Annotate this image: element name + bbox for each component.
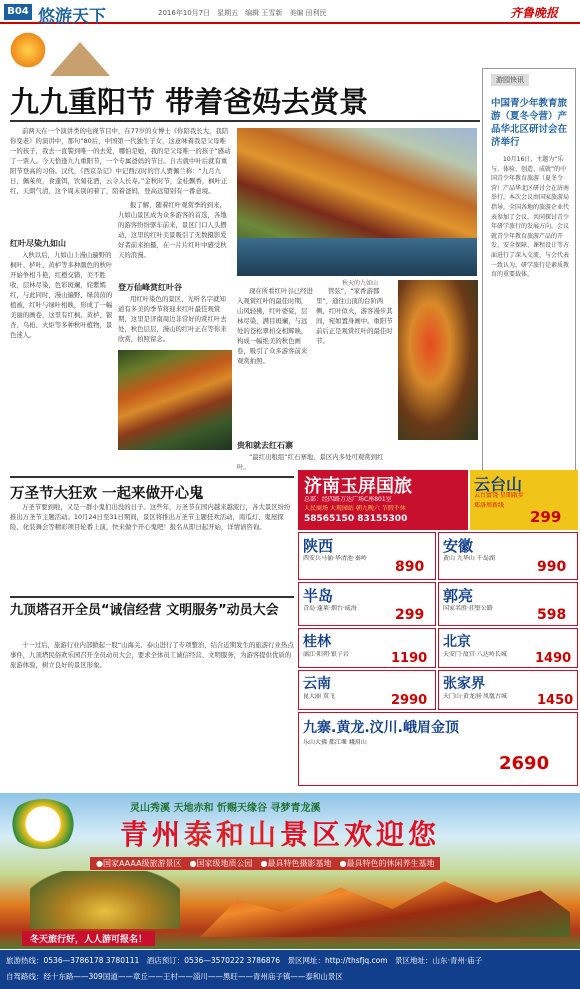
zhangjiajie-title: 张家界	[443, 676, 485, 692]
shaanxi-sub: 西安兵马俑·华清池·秦岭	[303, 555, 367, 562]
zhangjiajie-price: 1450	[537, 693, 574, 708]
banner-slogan: 灵山秀溪 天地赤和 忻赐天缘谷 寻梦青龙溪	[130, 803, 321, 814]
yunnan-ad	[298, 670, 436, 710]
yunnan-sub: 昆大丽 双飞	[303, 693, 335, 700]
guoliang-sub: 国家名胜·挂壁公路	[443, 605, 493, 612]
section-body-hongshizhai: “最红出租组”红石寨地，景区内多处可观赏到红叶。	[237, 453, 384, 471]
section-body-jiurushan: 入秋以后，九如山上漫山遍野的枫叶、栌叶、黄栌等多种颜色的秋叶开始争相斗艳，红橙交错，美不胜收，层林尽染，色彩斑斓，姹紫嫣红，与此同时，漫山遍野、绿茵茵的植被，红叶与绿叶相映，形成了一幅美丽的画卷，这里有红枫、黄栌、银杏、乌桕、火炬等多种秋叶植物，景色迷人。	[10, 251, 113, 339]
sun-decoration-icon	[8, 30, 48, 70]
guilin-title: 桂林	[303, 634, 331, 650]
section-heading-jiurushan: 红叶尽染九如山	[10, 239, 66, 248]
column-mid-body: 报了解，随着红叶观赏季的到来，九如山景区成为众多游客的首选，各地的游客纷纷驱车前来，景区门口人头攒动，这里的红叶美景吸引了无数摄影爱好者前来拍摄，在一片片红叶中感受秋天的浪漫。	[118, 201, 227, 259]
shaanxi-title: 陕西	[303, 537, 334, 555]
bandao-ad	[298, 582, 436, 626]
photo-mountain-lake	[237, 128, 477, 276]
anhui-sub: 黄山 九华山 千岛湖	[443, 555, 495, 562]
yunnan-price: 2990	[391, 693, 428, 708]
jiuzhai-ad	[298, 712, 578, 786]
bandao-title: 半岛	[303, 587, 334, 605]
beijing-ad	[438, 628, 578, 668]
yuping-hours: 人民商场 大观园站 朝九晚六 节假不休	[304, 505, 406, 512]
jiuzhai-title: 九寨.黄龙.汶川.峨眉金顶	[303, 720, 459, 736]
page-header	[0, 0, 580, 27]
mountain-decoration-icon	[50, 42, 110, 76]
divider	[10, 476, 294, 478]
yuntai-route: 郑洛周新线	[474, 502, 505, 509]
section-heading-wanxianfeng: 登万仙峰赏红叶谷	[118, 283, 182, 292]
section-title: 悠游天下	[38, 7, 106, 27]
bandao-sub: 青岛·蓬莱·烟台·威海	[303, 605, 357, 612]
guoliang-ad	[438, 582, 578, 626]
banner-slogan-bottom: 冬天旅行好，人人游可报名！	[22, 931, 155, 946]
divider	[10, 596, 294, 598]
section-body-wanxianfeng: 用红叶染色的景区，光听名字就知道有多美的季节将迎来红叶最佳观赏期，这里是济南周边非常好的赏红叶去处，秋色层层，漫山的红叶正在等你来欣赏，拍照留念。	[118, 295, 227, 343]
banner-title-post: 景区欢迎您	[280, 818, 441, 851]
news-brief-tag: 游园快讯	[491, 74, 529, 86]
photo-red-rock	[398, 280, 478, 440]
buddha-statue-photo	[30, 871, 180, 929]
taihe-logo-icon	[8, 799, 78, 849]
beijing-sub: 天安门·故宫·八达岭长城	[443, 651, 507, 658]
beijing-title: 北京	[443, 634, 471, 650]
anhui-title: 安徽	[443, 537, 474, 555]
bandao-price: 299	[395, 607, 425, 623]
halloween-body: 万圣节要到啦，又是一群小鬼们出没的日子。这些年，万圣节在国内越来越流行，各大景区纷纷推出万圣节主题活动。10月24日至31日期间，景区将推出万圣节主题狂欢活动，南瓜灯、鬼屋探险、化装舞会等精彩项目轮番上演，快来做个开心鬼吧！报名从即日起开始，详情请咨询。	[10, 503, 291, 531]
jiudingta-headline: 九顶塔召开全员“诚信经营 文明服务”动员大会	[10, 603, 279, 618]
column-mid3-body: 管弦”，“家香游郡里”，通往山顶的台阶两侧，红叶似火，游客漫步其间，宛如置身画中。重阳节前后正是观赏红叶的最佳时节。	[316, 287, 393, 345]
banner-title-mid: 泰和山	[184, 818, 281, 851]
yuntai-price: 299	[530, 508, 562, 526]
issue-meta: 2016年10月7日 星期五 编辑 王雪新 美编 田利民	[158, 9, 327, 17]
photo-red-leaves	[118, 350, 232, 450]
newspaper-logo: 齐鲁晚报	[510, 6, 559, 20]
red-mountains-photo	[200, 875, 570, 937]
yuping-address: 总部：经四路万达广场C座801室	[304, 496, 392, 503]
yuping-phone: 58565150 83155300	[304, 514, 408, 524]
yuntai-sub: 云台富饶·星期散步	[474, 492, 524, 499]
section-heading-hongshizhai: 贵和就去红石寨	[237, 441, 293, 450]
taihe-mountain-banner	[0, 793, 580, 949]
guilin-price: 1190	[391, 651, 428, 666]
news-brief-headline: 中国青少年教育旅游（夏冬令营）产品华北区研讨会在济举行	[491, 98, 568, 148]
footer-driving-route: 自驾路线：经十东路——309国道——章丘——王村——淄川——黑旺——青州庙子镇——泰和山景区	[6, 972, 343, 981]
zhangjiajie-ad	[438, 670, 578, 710]
banner-title	[120, 813, 440, 853]
guoliang-title: 郭亮	[443, 587, 474, 605]
page-headline: 九九重阳节 带着爸妈去赏景	[10, 85, 369, 119]
anhui-ad	[438, 532, 578, 580]
zhangjiajie-sub: 天门山·黄龙洞·凤凰古城	[443, 693, 507, 700]
yuping-title: 济南玉屏国旅	[304, 476, 412, 497]
banner-tagline: ●国家AAAA级旅游景区 ●国家级地质公园 ●最具特色摄影基地 ●最具特色的休闲养生基地	[90, 857, 440, 870]
shaanxi-ad	[298, 532, 436, 580]
travel-ads-panel	[298, 470, 578, 790]
column-mid2-body: 现在所看红叶谷已经进入观赏红叶的最佳时期，山风轻拂，红叶婆娑，层林尽染，满目斑斓，与远处的苍松翠柏交相辉映，构成一幅绝美的秋色画卷，吸引了众多游客前来观赏拍照。	[237, 287, 313, 365]
yuntai-title: 云台山	[474, 475, 523, 494]
banner-footer	[0, 950, 580, 989]
anhui-price: 990	[537, 559, 567, 575]
beijing-price: 1490	[535, 651, 572, 666]
yunnan-title: 云南	[303, 676, 331, 692]
guilin-ad	[298, 628, 436, 668]
news-brief-box	[482, 68, 576, 523]
news-brief-body: 10月16日，主题为“乐与、体验、创造、成就”的中国青少年教育旅游（夏冬令营）产品华北区研讨会在济南举行。本次会议由国家旅游局指导，全国各地的旅游企业代表参加了会议，共同探讨青少年研学旅行的发展方向。会议就青少年教育旅游产品的开发、安全保障、课程设计等方面进行了深入交流，与会代表一致认为，研学旅行是素质教育的重要载体。	[491, 156, 570, 279]
yuping-ad	[298, 470, 468, 530]
halloween-headline: 万圣节大狂欢 一起来做开心鬼	[10, 486, 204, 502]
page-number: B04	[4, 4, 32, 20]
guoliang-price: 598	[537, 607, 567, 623]
jiuzhai-price: 2690	[499, 753, 550, 774]
lake-water	[237, 238, 477, 276]
shaanxi-price: 890	[395, 559, 425, 575]
yuntai-ad	[470, 470, 578, 530]
jiuzhai-sub: 乐山大佛 都江堰 峨眉山	[303, 739, 367, 746]
guilin-sub: 漓江·阳朔·银子岩	[303, 651, 349, 658]
banner-title-pre: 青州	[120, 818, 185, 851]
photo-caption: 秋天的九如山	[341, 280, 378, 287]
jiudingta-body: 十一过后，旅游行业内部掀起一股“山海关、泰山进行了专项整治，结合近期发生的旅游行业热点事件，九顶塔民俗欢乐园召开全员动员大会，要求全体员工诚信经营、文明服务，为游客提供优质的旅游体验，树立良好的景区形象。	[10, 641, 294, 669]
headline-rule	[10, 120, 480, 122]
footer-hotline: 旅游热线：0536—3786178 3780111 酒店预订：0536—3570222 3786876 景区网址：http://thsfjq.com 景区地址：山东·青州·庙子	[6, 956, 483, 965]
lead-paragraph: 前两天在一个演讲类的电视节目中，在77岁的女博士《你陪我长大，我陪你变老》的演讲中，那句“80后，中国第一代独生子女，这意味着我是父母唯一的孩子，我去一直警到唯一的去爱，哪怕是她，我的是父母唯一的孩子”感动了一票人。今天恰逢九九重阳节，一个专属爸妈的节日。自古就中叶后就有重阳节登高的习俗。汉代，《西京杂记》中记西汉时的宫人贾佩兰称：“九月九日，佩茱萸，食蓬饵，饮菊花酒，云令人长寿。”金秋时节，金桂飘香，枫叶正红，天朗气清，这个周末别闲着了，陪着爸妈，登高远望别有一番意境。	[10, 127, 231, 195]
